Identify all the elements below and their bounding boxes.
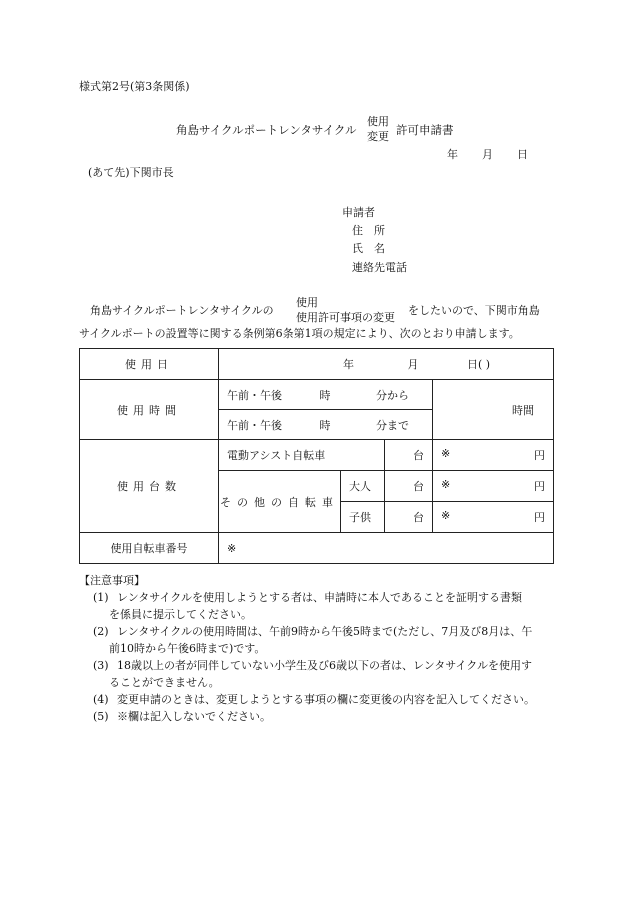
- note-item-3: (3) 18歳以上の者が同伴していない小学生及び6歳以下の者は、レンタサイクルを使用す ることができません。: [93, 659, 532, 689]
- count-label: 使用台数: [80, 440, 219, 533]
- child-fee-cell: ※ 円: [433, 502, 554, 533]
- intro-option-change: 使用許可事項の変更: [296, 311, 395, 324]
- ebike-count-cell[interactable]: 台: [385, 440, 433, 471]
- child-label: 子供: [341, 502, 385, 533]
- time-to-cell[interactable]: 午前・午後 時 分まで: [219, 410, 433, 440]
- child-count-cell[interactable]: 台: [385, 502, 433, 533]
- row-use-date: [80, 349, 554, 380]
- adult-label: 大人: [341, 471, 385, 502]
- title-prefix: 角島サイクルポートレンタサイクル: [176, 123, 357, 137]
- title-suffix: 許可申請書: [396, 123, 454, 137]
- form-number: 様式第2号(第3条関係): [79, 80, 190, 93]
- row-use-time-1: [80, 380, 554, 410]
- title-option-use: 使用: [367, 115, 389, 128]
- adult-count-cell[interactable]: 台: [385, 471, 433, 502]
- intro-option-use: 使用: [296, 296, 318, 309]
- row-ebike: [80, 440, 554, 471]
- date-month: 月: [482, 148, 493, 161]
- use-time-label: 使用時間: [80, 380, 219, 440]
- notes-section: [79, 572, 559, 725]
- time-duration-cell[interactable]: 時間: [433, 380, 554, 440]
- title-options: [367, 114, 389, 144]
- bike-number-cell: ※: [219, 533, 554, 564]
- ebike-label: 電動アシスト自転車: [219, 440, 385, 471]
- applicant-name-label: 氏 名: [352, 242, 385, 255]
- use-date-label: 使用日: [80, 349, 219, 380]
- row-bike-number: [80, 533, 554, 564]
- applicant-phone-label: 連絡先電話: [352, 261, 407, 274]
- intro-pre: 角島サイクルポートレンタサイクルの: [90, 304, 274, 317]
- intro-line2: サイクルポートの設置等に関する条例第6条第1項の規定により、次のとおり申請します。: [79, 327, 520, 340]
- date-day: 日: [517, 148, 528, 161]
- other-bike-label: その他の自転車: [219, 471, 341, 533]
- time-from-cell[interactable]: 午前・午後 時 分から: [219, 380, 433, 410]
- intro-options: [296, 295, 395, 325]
- use-date-cell[interactable]: 年 月 日( ): [219, 349, 554, 380]
- note-item-2: (2) レンタサイクルの使用時間は、午前9時から午後5時まで(ただし、7月及び8月は、午 前10時から午後6時まで)です。: [93, 625, 533, 655]
- addressee: (あて先)下関市長: [88, 166, 174, 179]
- bike-number-label: 使用自転車番号: [80, 533, 219, 564]
- application-table: [79, 348, 554, 564]
- title-option-change: 変更: [367, 130, 389, 143]
- applicant-address-label: 住 所: [352, 224, 385, 237]
- notes-heading: 【注意事項】: [79, 574, 145, 587]
- note-item-5: (5) ※欄は記入しないでください。: [93, 710, 271, 723]
- date-year: 年: [447, 148, 458, 161]
- ebike-fee-cell: ※ 円: [433, 440, 554, 471]
- adult-fee-cell: ※ 円: [433, 471, 554, 502]
- note-item-4: (4) 変更申請のときは、変更しようとする事項の欄に変更後の内容を記入してください。: [93, 693, 535, 706]
- note-item-1: (1) レンタサイクルを使用しようとする者は、申請時に本人であることを証明する書類 を係員に提示してください。: [93, 591, 522, 621]
- intro-post: をしたいので、下関市角島: [408, 304, 540, 317]
- applicant-heading: 申請者: [342, 206, 375, 219]
